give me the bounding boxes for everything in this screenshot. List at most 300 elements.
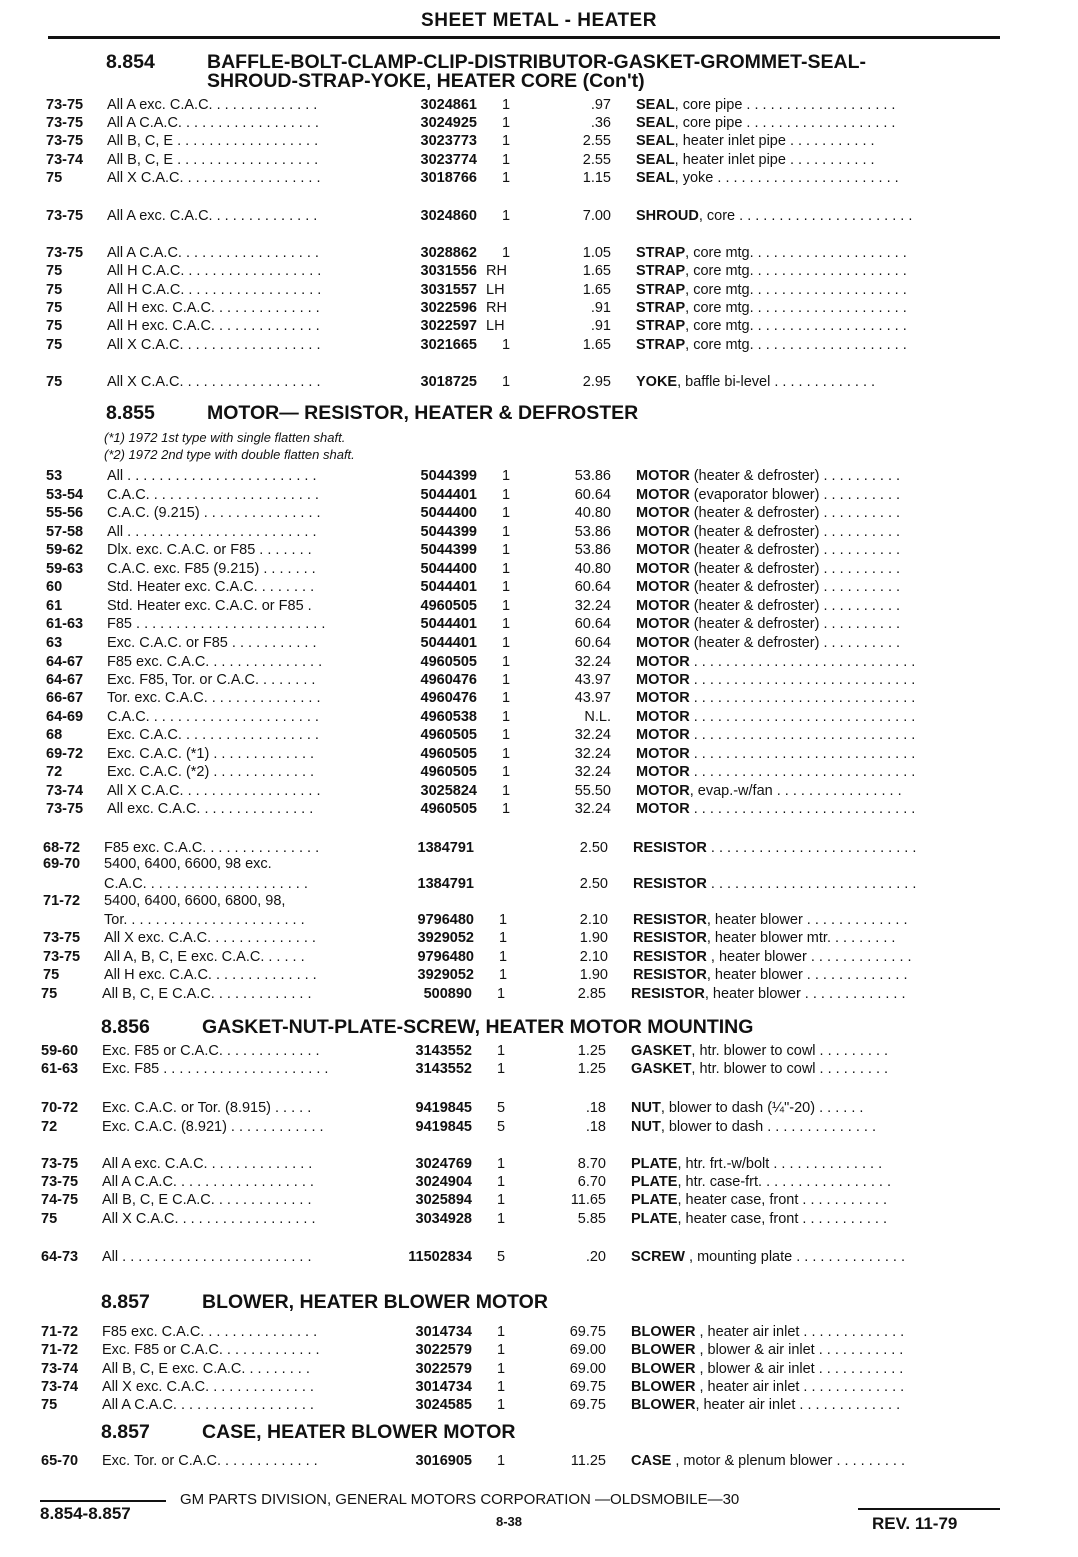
model-years: 61 xyxy=(46,598,63,614)
list-price: 11.65 xyxy=(570,1192,606,1208)
model-years: 64-67 xyxy=(46,654,84,670)
part-name: YOKE xyxy=(636,374,678,390)
quantity: 1 xyxy=(502,468,511,484)
section-title: BLOWER, HEATER BLOWER MOTOR xyxy=(202,1291,548,1313)
part-number: 3028862 xyxy=(420,245,477,261)
part-description xyxy=(631,1379,1011,1395)
quantity: 1 xyxy=(497,1174,506,1190)
model-years: 75 xyxy=(41,1397,58,1413)
part-number: 5044401 xyxy=(420,616,477,632)
part-description xyxy=(636,672,1016,688)
list-price: 2.55 xyxy=(582,152,611,168)
part-description xyxy=(636,727,1016,743)
table-row xyxy=(0,1100,1078,1118)
part-description xyxy=(631,1249,1011,1265)
part-number: 5044401 xyxy=(420,487,477,503)
list-price: 2.85 xyxy=(577,986,606,1002)
part-name: STRAP xyxy=(636,245,686,261)
part-detail: (heater & defroster) . . . . . . . . . . xyxy=(689,635,901,651)
part-description xyxy=(636,245,1016,261)
part-description xyxy=(631,1453,1011,1469)
part-number: 4960476 xyxy=(420,690,477,706)
quantity: 1 xyxy=(502,208,511,224)
quantity: 1 xyxy=(502,709,511,725)
part-name: NUT xyxy=(631,1100,661,1116)
table-row xyxy=(0,170,1078,188)
part-number: 3024904 xyxy=(415,1174,472,1190)
part-description xyxy=(636,133,1016,149)
model-years: 65-70 xyxy=(41,1453,79,1469)
part-description xyxy=(636,152,1016,168)
application: All . . . . . . . . . . . . . . . . . . . . . . . . xyxy=(102,1249,312,1265)
quantity: 1 xyxy=(502,598,511,614)
model-years: 73-75 xyxy=(43,949,81,965)
quantity: 1 xyxy=(502,561,511,577)
part-name: MOTOR xyxy=(636,764,690,780)
application: Std. Heater exc. C.A.C. . . . . . . . xyxy=(107,579,315,595)
part-name: MOTOR xyxy=(636,672,690,688)
part-number: 5044399 xyxy=(420,542,477,558)
part-detail: , htr. case-frt. . . . . . . . . . . . . . . . . xyxy=(677,1174,891,1190)
list-price: .91 xyxy=(590,300,611,316)
table-row xyxy=(0,1249,1078,1267)
model-years: 61-63 xyxy=(41,1061,79,1077)
quantity: 1 xyxy=(497,1156,506,1172)
list-price: 2.50 xyxy=(579,876,608,892)
list-price: 32.24 xyxy=(574,746,611,762)
list-price: 43.97 xyxy=(574,672,611,688)
table-row xyxy=(0,783,1078,801)
part-detail: , htr. frt.-w/bolt . . . . . . . . . . . . . . xyxy=(677,1156,883,1172)
quantity: 1 xyxy=(502,374,511,390)
part-description xyxy=(636,542,1016,558)
application: All A exc. C.A.C. . . . . . . . . . . . . . xyxy=(107,208,318,224)
model-years: 68 xyxy=(46,727,63,743)
list-price: .97 xyxy=(590,97,611,113)
list-price: 32.24 xyxy=(574,727,611,743)
table-row xyxy=(0,468,1078,486)
list-price: 1.90 xyxy=(579,930,608,946)
part-number: 11502834 xyxy=(408,1249,472,1265)
table-row xyxy=(0,1043,1078,1061)
quantity: 1 xyxy=(502,616,511,632)
part-number: 4960505 xyxy=(420,764,477,780)
quantity: 1 xyxy=(502,542,511,558)
table-row xyxy=(0,1119,1078,1137)
list-price: N.L. xyxy=(584,709,611,725)
table-row xyxy=(0,616,1078,634)
part-name: SCREW xyxy=(631,1249,685,1265)
quantity: LH xyxy=(486,318,505,334)
part-description xyxy=(633,912,1013,928)
footer-revision: REV. 11-79 xyxy=(872,1514,958,1533)
list-price: 1.15 xyxy=(582,170,611,186)
part-number: 500890 xyxy=(423,986,472,1002)
part-name: NUT xyxy=(631,1119,661,1135)
application: Exc. Tor. or C.A.C. . . . . . . . . . . . . xyxy=(102,1453,318,1469)
quantity: 5 xyxy=(497,1119,506,1135)
part-detail: , core mtg. . . . . . . . . . . . . . . . . . . . xyxy=(685,282,907,298)
part-name: SHROUD xyxy=(636,208,699,224)
part-detail: , htr. blower to cowl . . . . . . . . . xyxy=(691,1061,889,1077)
part-description xyxy=(631,1397,1011,1413)
part-description xyxy=(636,208,1016,224)
table-row xyxy=(0,1453,1078,1471)
part-description xyxy=(633,840,1013,856)
model-years: 73-75 xyxy=(43,930,81,946)
part-description xyxy=(636,374,1016,390)
application: Exc. C.A.C. . . . . . . . . . . . . . . . . . xyxy=(107,727,319,743)
part-name: MOTOR xyxy=(636,561,690,577)
table-row xyxy=(0,654,1078,672)
model-years: 73-75 xyxy=(46,115,84,131)
quantity: 1 xyxy=(502,727,511,743)
part-name: MOTOR xyxy=(636,468,690,484)
application: Tor. exc. C.A.C. . . . . . . . . . . . . . . xyxy=(107,690,321,706)
part-detail: , blower & air inlet . . . . . . . . . . . xyxy=(695,1361,904,1377)
model-years: 70-72 xyxy=(41,1100,79,1116)
part-name: SEAL xyxy=(636,170,675,186)
model-years: 75 xyxy=(46,300,63,316)
part-name: MOTOR xyxy=(636,542,690,558)
model-years: 71-72 xyxy=(43,893,81,909)
part-name: RESISTOR xyxy=(631,986,705,1002)
table-row xyxy=(0,1211,1078,1229)
part-detail: , heater air inlet . . . . . . . . . . . . . xyxy=(695,1324,905,1340)
quantity: 1 xyxy=(502,152,511,168)
part-description xyxy=(636,468,1016,484)
table-row xyxy=(0,1192,1078,1210)
footnote: (*2) 1972 2nd type with double flatten shaft. xyxy=(104,447,355,462)
part-number: 5044401 xyxy=(420,579,477,595)
footer-rule-right xyxy=(858,1508,1000,1510)
part-detail: , heater case, front . . . . . . . . . . . xyxy=(677,1211,887,1227)
application: Std. Heater exc. C.A.C. or F85 . xyxy=(107,598,312,614)
part-description xyxy=(636,282,1016,298)
part-name: MOTOR xyxy=(636,635,690,651)
part-name: PLATE xyxy=(631,1211,678,1227)
part-description xyxy=(636,97,1016,113)
table-row xyxy=(0,856,1078,874)
part-name: MOTOR xyxy=(636,783,690,799)
list-price: 53.86 xyxy=(574,524,611,540)
part-description xyxy=(636,783,1016,799)
application: All X C.A.C. . . . . . . . . . . . . . . . . . xyxy=(107,374,321,390)
table-row xyxy=(0,505,1078,523)
part-detail: , blower & air inlet . . . . . . . . . . . xyxy=(695,1342,904,1358)
quantity: 1 xyxy=(497,1192,506,1208)
list-price: .36 xyxy=(590,115,611,131)
model-years: 75 xyxy=(46,318,63,334)
list-price: 1.25 xyxy=(577,1061,606,1077)
application: All H exc. C.A.C. . . . . . . . . . . . . . xyxy=(107,318,320,334)
application: Exc. C.A.C. or Tor. (8.915) . . . . . xyxy=(102,1100,312,1116)
table-row xyxy=(0,245,1078,263)
part-detail: , heater blower . . . . . . . . . . . . . xyxy=(704,986,906,1002)
list-price: .91 xyxy=(590,318,611,334)
application: Exc. F85 or C.A.C. . . . . . . . . . . . . xyxy=(102,1043,320,1059)
part-name: RESISTOR xyxy=(633,912,707,928)
quantity: 1 xyxy=(502,783,511,799)
table-row xyxy=(0,1361,1078,1379)
part-name: MOTOR xyxy=(636,524,690,540)
list-price: 2.50 xyxy=(579,840,608,856)
section-number: 8.857 xyxy=(101,1421,150,1443)
quantity: 1 xyxy=(502,524,511,540)
quantity: LH xyxy=(486,282,505,298)
quantity: 1 xyxy=(499,949,508,965)
quantity: 5 xyxy=(497,1249,506,1265)
part-name: SEAL xyxy=(636,97,675,113)
application: All B, C, E C.A.C. . . . . . . . . . . . . xyxy=(102,986,312,1002)
application: C.A.C. . . . . . . . . . . . . . . . . . . . . . xyxy=(107,487,319,503)
part-description xyxy=(636,263,1016,279)
part-number: 3024861 xyxy=(420,97,477,113)
list-price: 69.00 xyxy=(569,1342,606,1358)
list-price: 1.65 xyxy=(582,263,611,279)
table-row xyxy=(0,764,1078,782)
section-number: 8.854 xyxy=(106,51,155,73)
model-years: 75 xyxy=(46,282,63,298)
part-description xyxy=(631,1100,1011,1116)
application: All A exc. C.A.C. . . . . . . . . . . . . . xyxy=(102,1156,313,1172)
part-number: 4960505 xyxy=(420,727,477,743)
part-number: 3022597 xyxy=(420,318,477,334)
model-years: 53-54 xyxy=(46,487,84,503)
quantity: 1 xyxy=(497,1061,506,1077)
part-number: 4960505 xyxy=(420,654,477,670)
table-row xyxy=(0,337,1078,355)
quantity: RH xyxy=(486,300,507,316)
application: All X C.A.C. . . . . . . . . . . . . . . . . . xyxy=(102,1211,316,1227)
part-detail: , heater blower . . . . . . . . . . . . . xyxy=(706,912,908,928)
part-detail: , heater blower . . . . . . . . . . . . . xyxy=(706,949,912,965)
application: All H exc. C.A.C. . . . . . . . . . . . . . xyxy=(107,300,320,316)
part-number: 3031557 xyxy=(420,282,477,298)
part-name: PLATE xyxy=(631,1192,678,1208)
application: All A C.A.C. . . . . . . . . . . . . . . . . . xyxy=(102,1174,314,1190)
table-row xyxy=(0,746,1078,764)
part-description xyxy=(631,1361,1011,1377)
application: All A, B, C, E exc. C.A.C. . . . . . xyxy=(104,949,305,965)
part-detail: (heater & defroster) . . . . . . . . . . xyxy=(689,561,901,577)
table-row xyxy=(0,709,1078,727)
part-name: MOTOR xyxy=(636,505,690,521)
part-detail: . . . . . . . . . . . . . . . . . . . . . . . . . . . . xyxy=(689,690,916,706)
part-description xyxy=(636,746,1016,762)
part-name: BLOWER xyxy=(631,1397,696,1413)
part-detail: , core mtg. . . . . . . . . . . . . . . . . . . . xyxy=(685,337,907,353)
part-description xyxy=(636,561,1016,577)
model-years: 73-75 xyxy=(46,97,84,113)
part-detail: . . . . . . . . . . . . . . . . . . . . . . . . . . . . xyxy=(689,764,916,780)
table-row xyxy=(0,487,1078,505)
part-number: 3143552 xyxy=(415,1061,472,1077)
part-detail: (evaporator blower) . . . . . . . . . . xyxy=(689,487,901,503)
part-number: 3018766 xyxy=(420,170,477,186)
part-detail: (heater & defroster) . . . . . . . . . . xyxy=(689,542,901,558)
quantity: 1 xyxy=(502,97,511,113)
list-price: 2.10 xyxy=(579,912,608,928)
table-row xyxy=(0,524,1078,542)
part-number: 3016905 xyxy=(415,1453,472,1469)
part-name: RESISTOR xyxy=(633,930,707,946)
table-row xyxy=(0,318,1078,336)
application: C.A.C. . . . . . . . . . . . . . . . . . . . . . xyxy=(107,709,319,725)
table-row xyxy=(0,1156,1078,1174)
section-title: MOTOR— RESISTOR, HEATER & DEFROSTER xyxy=(207,402,639,424)
part-detail: , heater case, front . . . . . . . . . . . xyxy=(677,1192,887,1208)
application: All B, C, E . . . . . . . . . . . . . . . . . . xyxy=(107,152,319,168)
model-years: 73-74 xyxy=(41,1379,79,1395)
part-detail: (heater & defroster) . . . . . . . . . . xyxy=(689,579,901,595)
table-row xyxy=(0,930,1078,948)
part-detail: , heater blower mtr. . . . . . . . . xyxy=(706,930,896,946)
application: All B, C, E exc. C.A.C. . . . . . . . . xyxy=(102,1361,310,1377)
part-description xyxy=(636,300,1016,316)
quantity: 1 xyxy=(502,764,511,780)
part-number: 3025824 xyxy=(420,783,477,799)
part-description xyxy=(636,579,1016,595)
section-number: 8.856 xyxy=(101,1016,150,1038)
list-price: 53.86 xyxy=(574,468,611,484)
part-number: 3034928 xyxy=(415,1211,472,1227)
quantity: 1 xyxy=(502,487,511,503)
part-detail: (heater & defroster) . . . . . . . . . . xyxy=(689,524,901,540)
model-years: 68-72 xyxy=(43,840,81,856)
application: C.A.C. exc. F85 (9.215) . . . . . . . xyxy=(107,561,316,577)
part-name: BLOWER xyxy=(631,1361,696,1377)
model-years: 73-74 xyxy=(46,152,84,168)
part-number: 3031556 xyxy=(420,263,477,279)
list-price: 55.50 xyxy=(574,783,611,799)
part-number: 3023773 xyxy=(420,133,477,149)
part-number: 4960505 xyxy=(420,746,477,762)
section-title: GASKET-NUT-PLATE-SCREW, HEATER MOTOR MOUNTING xyxy=(202,1016,754,1038)
part-name: MOTOR xyxy=(636,690,690,706)
part-detail: , core pipe . . . . . . . . . . . . . . . . . . . xyxy=(674,115,896,131)
part-detail: (heater & defroster) . . . . . . . . . . xyxy=(689,468,901,484)
list-price: 40.80 xyxy=(574,561,611,577)
part-detail: . . . . . . . . . . . . . . . . . . . . . . . . . . xyxy=(706,876,917,892)
list-price: 1.05 xyxy=(582,245,611,261)
part-number: 3929052 xyxy=(417,930,474,946)
part-name: MOTOR xyxy=(636,598,690,614)
list-price: 1.90 xyxy=(579,967,608,983)
list-price: 11.25 xyxy=(570,1453,606,1469)
application: F85 exc. C.A.C. . . . . . . . . . . . . . . xyxy=(104,840,320,856)
table-row xyxy=(0,208,1078,226)
application: All H C.A.C. . . . . . . . . . . . . . . . . . xyxy=(107,282,322,298)
application: Exc. F85 or C.A.C. . . . . . . . . . . . . xyxy=(102,1342,320,1358)
part-detail: (heater & defroster) . . . . . . . . . . xyxy=(689,505,901,521)
application: All B, C, E C.A.C. . . . . . . . . . . . . xyxy=(102,1192,312,1208)
quantity: 1 xyxy=(497,1453,506,1469)
part-number: 5044400 xyxy=(420,505,477,521)
part-detail: , core mtg. . . . . . . . . . . . . . . . . . . . xyxy=(685,245,907,261)
part-number: 3018725 xyxy=(420,374,477,390)
list-price: 32.24 xyxy=(574,654,611,670)
list-price: 32.24 xyxy=(574,801,611,817)
model-years: 72 xyxy=(41,1119,58,1135)
table-row xyxy=(0,115,1078,133)
part-number: 3021665 xyxy=(420,337,477,353)
part-name: SEAL xyxy=(636,115,675,131)
application: All A C.A.C. . . . . . . . . . . . . . . . . . xyxy=(107,245,319,261)
quantity: 1 xyxy=(497,1397,506,1413)
list-price: 43.97 xyxy=(574,690,611,706)
part-name: STRAP xyxy=(636,263,686,279)
part-name: MOTOR xyxy=(636,579,690,595)
part-detail: , blower to dash (¼"-20) . . . . . . xyxy=(660,1100,864,1116)
model-years: 59-63 xyxy=(46,561,84,577)
list-price: 60.64 xyxy=(574,487,611,503)
part-detail: . . . . . . . . . . . . . . . . . . . . . . . . . . . . xyxy=(689,709,916,725)
quantity: 1 xyxy=(502,245,511,261)
list-price: 69.75 xyxy=(569,1379,606,1395)
part-description xyxy=(636,524,1016,540)
part-description xyxy=(631,1192,1011,1208)
part-name: SEAL xyxy=(636,152,675,168)
table-row xyxy=(0,949,1078,967)
part-detail: , blower to dash . . . . . . . . . . . . . . xyxy=(660,1119,876,1135)
part-description xyxy=(631,1061,1011,1077)
part-detail: , core pipe . . . . . . . . . . . . . . . . . . . xyxy=(674,97,896,113)
part-name: RESISTOR xyxy=(633,967,707,983)
list-price: 1.25 xyxy=(577,1043,606,1059)
model-years: 73-74 xyxy=(41,1361,79,1377)
part-name: STRAP xyxy=(636,318,686,334)
application: F85 exc. C.A.C. . . . . . . . . . . . . . . xyxy=(107,654,323,670)
part-number: 5044399 xyxy=(420,468,477,484)
part-description xyxy=(636,337,1016,353)
application: Exc. F85 . . . . . . . . . . . . . . . . . . . . . xyxy=(102,1061,329,1077)
quantity: 1 xyxy=(502,672,511,688)
list-price: 1.65 xyxy=(582,282,611,298)
table-row xyxy=(0,152,1078,170)
part-description xyxy=(636,654,1016,670)
part-number: 9796480 xyxy=(417,912,474,928)
part-detail: , heater inlet pipe . . . . . . . . . . . xyxy=(674,133,875,149)
list-price: .18 xyxy=(585,1119,606,1135)
part-description xyxy=(631,1174,1011,1190)
model-years: 75 xyxy=(46,263,63,279)
table-row xyxy=(0,374,1078,392)
list-price: 53.86 xyxy=(574,542,611,558)
model-years: 75 xyxy=(46,170,63,186)
part-number: 4960538 xyxy=(420,709,477,725)
part-description xyxy=(636,318,1016,334)
part-detail: (heater & defroster) . . . . . . . . . . xyxy=(689,598,901,614)
table-row xyxy=(0,300,1078,318)
part-detail: (heater & defroster) . . . . . . . . . . xyxy=(689,616,901,632)
part-description xyxy=(633,876,1013,892)
part-number: 3022579 xyxy=(415,1361,472,1377)
part-description xyxy=(636,170,1016,186)
table-row xyxy=(0,263,1078,281)
part-description xyxy=(636,505,1016,521)
page-header-title: SHEET METAL - HEATER xyxy=(421,10,657,31)
part-number: 5044401 xyxy=(420,635,477,651)
part-description xyxy=(636,487,1016,503)
part-name: SEAL xyxy=(636,133,675,149)
model-years: 73-75 xyxy=(46,133,84,149)
list-price: 32.24 xyxy=(574,764,611,780)
part-name: RESISTOR xyxy=(633,876,707,892)
quantity: 1 xyxy=(502,115,511,131)
model-years: 64-69 xyxy=(46,709,84,725)
application: C.A.C. . . . . . . . . . . . . . . . . . . . . xyxy=(104,876,308,892)
